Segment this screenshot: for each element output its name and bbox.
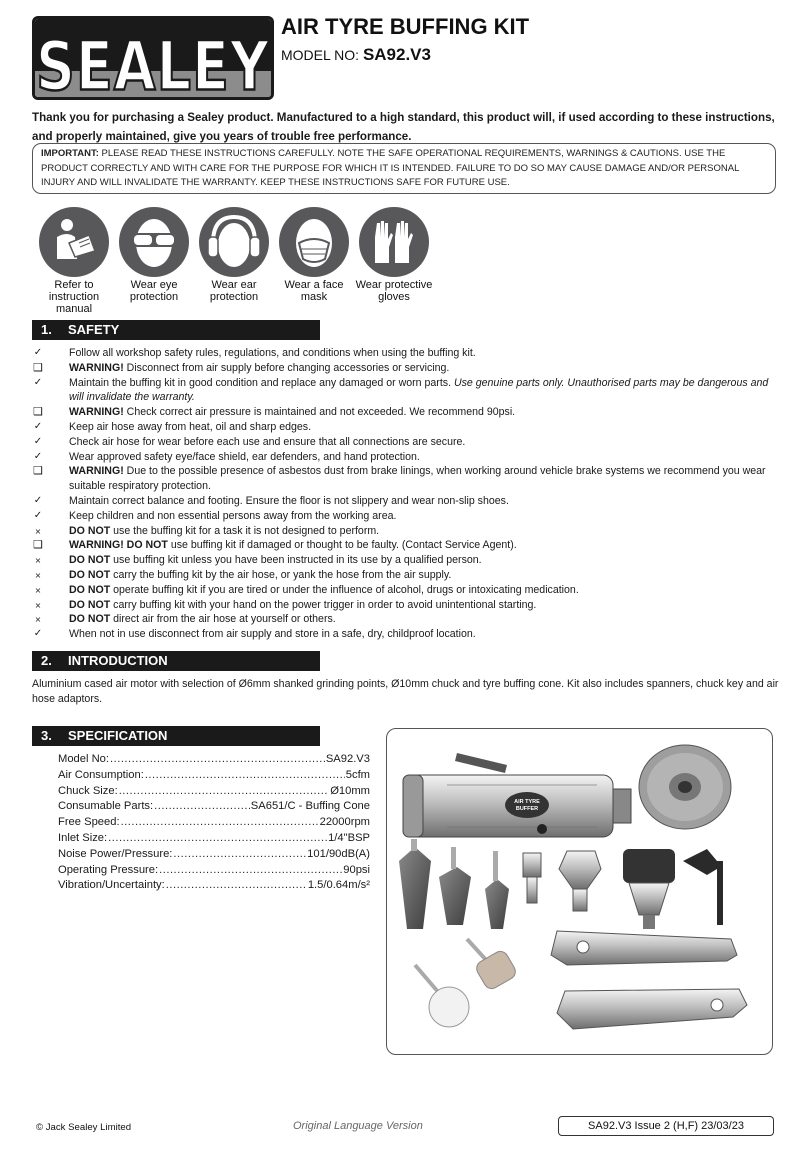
safety-rule-item: [32, 538, 780, 553]
gloves-icon: [359, 207, 429, 277]
rule-italic-note: Use genuine parts only. Unauthorised parts may be dangerous and will invalidate the warranty.: [69, 376, 769, 404]
safety-icon-eye: [114, 207, 194, 303]
safety-rule-item: [32, 420, 780, 435]
rule-text: use buffing kit unless you have been instructed in its use by a qualified person.: [110, 554, 482, 567]
section-title: SPECIFICATION: [68, 728, 168, 743]
rule-text: Keep air hose away from heat, oil and sharp edges.: [69, 420, 312, 433]
kit-illustration: [387, 729, 773, 1055]
spec-row: [58, 878, 370, 894]
rule-emphasis: WARNING! DO NOT: [69, 539, 168, 552]
spec-value: 1/4"BSP: [328, 831, 370, 844]
page-title: AIR TYRE BUFFING KIT: [281, 14, 530, 39]
important-notice: [32, 143, 776, 194]
safety-icon-row: [34, 207, 444, 317]
section-heading-introduction: 2. INTRODUCTION: [32, 651, 320, 671]
rule-emphasis: DO NOT: [69, 554, 111, 567]
warning-box-icon: ❑: [33, 405, 43, 419]
spec-leader-dots: [154, 799, 250, 815]
spec-value: Ø10mm: [330, 784, 370, 797]
ear-defenders-icon: [199, 207, 269, 277]
rule-text: Check air hose for wear before each use and ensure that all connections are secure.: [69, 435, 466, 448]
rule-emphasis: DO NOT: [69, 524, 111, 537]
spec-label: Model No:: [58, 753, 109, 765]
rule-text: When not in use disconnect from air supply and store in a safe, dry, childproof location.: [69, 628, 476, 641]
specification-table: [58, 752, 370, 894]
safety-rule-item: [32, 553, 780, 568]
spec-label: Air Consumption:: [58, 768, 144, 781]
air-tool: [403, 753, 631, 837]
spec-row: [58, 768, 370, 784]
icon-caption: Wear eye protection: [129, 279, 179, 303]
spec-row: [58, 863, 370, 879]
check-icon: ✓: [33, 494, 43, 506]
rule-text: direct air from the air hose at yourself or others.: [110, 613, 336, 626]
spec-label: Vibration/Uncertainty:: [58, 879, 165, 892]
spec-leader-dots: [121, 815, 319, 831]
spec-leader-dots: [173, 847, 306, 863]
spec-value: SA92.V3: [325, 753, 370, 765]
important-label: IMPORTANT:: [41, 148, 99, 159]
footer-version: Original Language Version: [293, 1120, 423, 1132]
spec-row: [58, 752, 370, 768]
spec-value: 90psi: [343, 863, 370, 876]
cross-icon: ×: [34, 585, 42, 595]
sealey-logo: [32, 16, 274, 100]
check-icon: ✓: [33, 435, 43, 447]
intro-paragraph: Thank you for purchasing a Sealey product. Manufactured to a high standard, this product will, if used according to these instructions, and properly maintained, give you years of trouble free performance.: [32, 111, 775, 143]
spec-leader-dots: [159, 863, 342, 879]
spec-label: Chuck Size:: [58, 784, 118, 797]
product-photo: [386, 728, 773, 1055]
safety-icon-mask: [274, 207, 354, 303]
section-title: INTRODUCTION: [68, 653, 168, 668]
chuck: [623, 849, 675, 929]
check-icon: ✓: [33, 450, 43, 462]
safety-icon-manual: [34, 207, 114, 315]
safety-rule-item: [32, 568, 780, 583]
check-icon: ✓: [33, 376, 43, 388]
rule-text: carry the buffing kit by the air hose, or yank the hose from the air supply.: [110, 568, 452, 581]
goggles-icon: [119, 207, 189, 277]
section-heading-safety: 1. SAFETY: [32, 320, 320, 340]
spec-value: 101/90dB(A): [307, 847, 370, 860]
spec-value: SA651/C - Buffing Cone: [250, 800, 370, 813]
icon-caption: Refer to instruction manual: [48, 279, 100, 315]
check-icon: ✓: [33, 347, 43, 358]
safety-rule-item: [32, 405, 780, 420]
spec-row: [58, 815, 370, 831]
safety-icon-ear: [194, 207, 274, 303]
warning-box-icon: ❑: [33, 538, 43, 552]
section-heading-specification: 3. SPECIFICATION: [32, 726, 320, 746]
introduction-text: Aluminium cased air motor with selection of Ø6mm shanked grinding points, Ø10mm chuck and tyre buffing cone. Kit also includes spanners, chuck key and air hose adaptors.: [32, 678, 779, 705]
hose-adaptors: [523, 851, 601, 911]
rule-text: Check correct air pressure is maintained and not exceeded. We recommend 90psi.: [123, 406, 516, 419]
spec-label: Free Speed:: [58, 816, 120, 829]
rule-emphasis: WARNING!: [69, 406, 124, 419]
spec-value: 5cfm: [345, 768, 370, 781]
rule-emphasis: WARNING!: [69, 465, 124, 478]
chuck-key: [683, 849, 723, 925]
safety-rule-item: [32, 583, 780, 598]
safety-rule-item: [32, 361, 780, 376]
face-mask-icon: [279, 207, 349, 277]
spec-label: Consumable Parts:: [58, 800, 154, 813]
spanners: [551, 931, 747, 1029]
safety-rules-list: [32, 346, 780, 642]
rule-text: Follow all workshop safety rules, regulations, and conditions when using the buffing kit.: [69, 347, 476, 359]
spec-value: 22000rpm: [319, 816, 370, 829]
safety-rule-item: [32, 627, 780, 642]
safety-rule-item: [32, 509, 780, 524]
cross-icon: ×: [34, 600, 42, 610]
logo-text: SEALEY: [36, 27, 270, 100]
rule-emphasis: DO NOT: [69, 613, 111, 626]
grinding-points: [399, 839, 509, 929]
tool-label-line-1: AIR TYRE: [514, 799, 540, 805]
warning-box-icon: ❑: [33, 464, 43, 478]
icon-caption: Wear a face mask: [284, 279, 344, 303]
rule-text: use buffing kit if damaged or thought to be faulty. (Contact Service Agent).: [167, 539, 517, 552]
rule-text: operate buffing kit if you are tired or under the influence of alcohol, drugs or intoxicating medication.: [110, 583, 579, 596]
spec-leader-dots: [119, 784, 330, 800]
warning-box-icon: ❑: [33, 360, 43, 374]
model-value: SA92.V3: [362, 45, 431, 64]
spec-row: [58, 847, 370, 863]
check-icon: ✓: [33, 420, 43, 432]
safety-rule-item: [32, 435, 780, 450]
spec-row: [58, 784, 370, 800]
manual-icon: [39, 207, 109, 277]
rule-text: Keep children and non essential persons away from the working area.: [69, 509, 397, 522]
rule-text: Due to the possible presence of asbestos dust from brake linings, when working around vehicle brake systems we recommend you wear suitable respiratory protection.: [69, 465, 766, 493]
rule-emphasis: WARNING!: [69, 361, 124, 374]
spec-leader-dots: [108, 831, 327, 847]
spec-label: Operating Pressure:: [58, 863, 159, 876]
mounted-points: [415, 939, 518, 1027]
rule-text: Disconnect from air supply before changing accessories or servicing.: [123, 361, 450, 374]
spec-label: Inlet Size:: [58, 831, 108, 844]
footer-issue: SA92.V3 Issue 2 (H,F) 23/03/23: [558, 1116, 774, 1136]
section-title: SAFETY: [68, 322, 120, 337]
rule-emphasis: DO NOT: [69, 598, 111, 611]
rule-emphasis: DO NOT: [69, 568, 111, 581]
important-text: PLEASE READ THESE INSTRUCTIONS CAREFULLY. NOTE THE SAFE OPERATIONAL REQUIREMENTS, WARNINGS & CAUTIONS. USE THE PRODUCT CORRECTLY AND WITH CARE FOR THE PURPOSE FOR WHICH IT IS INTENDED. FAILURE TO DO SO MAY CAUSE DAMAGE AND/OR PERSONAL INJURY AND WILL INVALIDATE THE WARRANTY. KEEP THESE INSTRUCTIONS SAFE FOR FUTURE USE.: [41, 148, 740, 189]
safety-rule-item: [32, 464, 780, 494]
safety-rule-item: [32, 612, 780, 627]
model-label: MODEL NO:: [281, 47, 360, 63]
cross-icon: ×: [34, 615, 42, 625]
buffing-cone: [639, 745, 731, 829]
cross-icon: ×: [34, 526, 42, 536]
spec-label: Noise Power/Pressure:: [58, 847, 173, 860]
check-icon: ✓: [33, 509, 43, 521]
rule-text: Maintain correct balance and footing. Ensure the floor is not slippery and wear non-slip shoes.: [69, 494, 509, 507]
safety-rule-item: [32, 524, 780, 539]
tool-label-line-2: BUFFER: [515, 806, 539, 812]
icon-caption: Wear protective gloves: [355, 279, 433, 303]
spec-value: 1.5/0.64m/s²: [307, 879, 370, 892]
safety-rule-item: [32, 598, 780, 613]
spec-leader-dots: [145, 768, 345, 784]
spec-row: [58, 831, 370, 847]
rule-text: carry buffing kit with your hand on the power trigger in order to avoid unintentional starting.: [110, 598, 537, 611]
footer-copyright: © Jack Sealey Limited: [36, 1122, 132, 1133]
model-number: [281, 45, 431, 65]
icon-caption: Wear ear protection: [209, 279, 259, 303]
safety-rule-item: [32, 376, 780, 406]
spec-leader-dots: [110, 752, 325, 768]
safety-icon-gloves: [354, 207, 434, 303]
safety-rule-item: [32, 450, 780, 465]
cross-icon: ×: [34, 570, 42, 580]
rule-emphasis: DO NOT: [69, 583, 111, 596]
check-icon: ✓: [33, 628, 43, 640]
safety-rule-item: [32, 494, 780, 509]
spec-leader-dots: [166, 878, 307, 894]
cross-icon: ×: [34, 556, 42, 566]
rule-text: Maintain the buffing kit in good condition and replace any damaged or worn parts.: [69, 376, 454, 389]
rule-text: Wear approved safety eye/face shield, ear defenders, and hand protection.: [69, 450, 420, 463]
rule-text: use the buffing kit for a task it is not designed to perform.: [110, 524, 380, 537]
safety-rule-item: [32, 346, 780, 361]
spec-row: [58, 799, 370, 815]
